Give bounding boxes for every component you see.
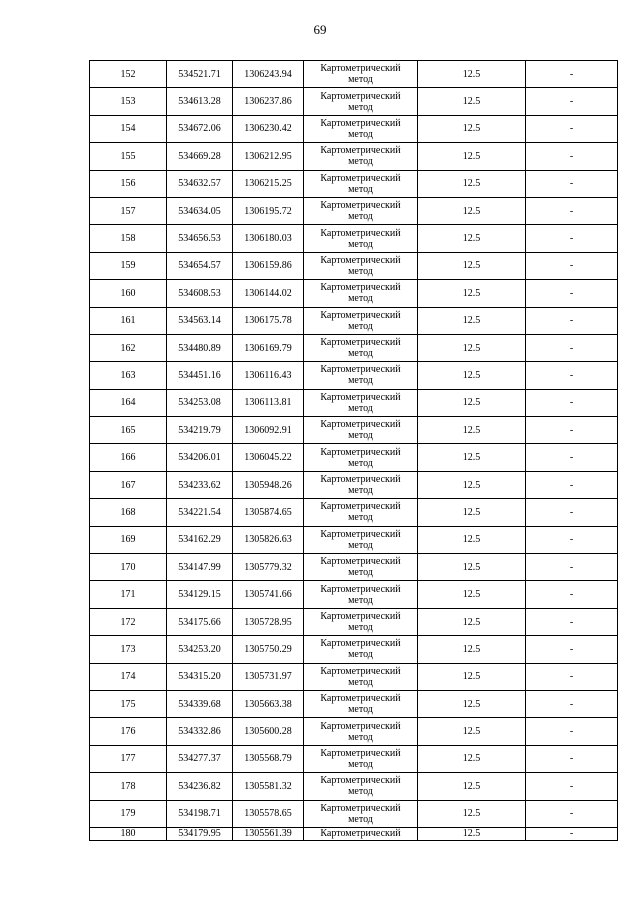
method-cell bbox=[304, 636, 418, 663]
method-cell bbox=[304, 608, 418, 635]
table-row bbox=[90, 499, 618, 526]
method-cell bbox=[304, 362, 418, 389]
precision-cell: 12.5 bbox=[418, 362, 526, 389]
method-cell bbox=[304, 471, 418, 498]
point-number-cell: 177 bbox=[90, 745, 167, 772]
method-text: Картометрический метод bbox=[320, 63, 401, 86]
y-coordinate-cell: 1305741.66 bbox=[233, 581, 304, 608]
precision-cell: 12.5 bbox=[418, 280, 526, 307]
description-cell: - bbox=[526, 417, 618, 444]
description-cell: - bbox=[526, 608, 618, 635]
precision-cell: 12.5 bbox=[418, 718, 526, 745]
y-coordinate-cell: 1305874.65 bbox=[233, 499, 304, 526]
method-text: Картометрический метод bbox=[320, 145, 401, 168]
x-coordinate-cell: 534654.57 bbox=[167, 252, 233, 279]
method-text: Картометрический метод bbox=[320, 747, 401, 770]
point-number-cell: 159 bbox=[90, 252, 167, 279]
method-cell bbox=[304, 389, 418, 416]
precision-cell: 12.5 bbox=[418, 334, 526, 361]
description-cell: - bbox=[526, 800, 618, 827]
x-coordinate-cell: 534608.53 bbox=[167, 280, 233, 307]
point-number-cell: 170 bbox=[90, 554, 167, 581]
method-text: Картометрический метод bbox=[320, 419, 401, 442]
point-number-cell: 173 bbox=[90, 636, 167, 663]
table-row bbox=[90, 745, 618, 772]
description-cell: - bbox=[526, 690, 618, 717]
method-text: Картометрический метод bbox=[320, 282, 401, 305]
x-coordinate-cell: 534634.05 bbox=[167, 197, 233, 224]
point-number-cell: 161 bbox=[90, 307, 167, 334]
method-text: Картометрический метод bbox=[320, 583, 401, 606]
table-row bbox=[90, 307, 618, 334]
method-text: Картометрический метод bbox=[320, 501, 401, 524]
x-coordinate-cell: 534219.79 bbox=[167, 417, 233, 444]
table-row bbox=[90, 389, 618, 416]
y-coordinate-cell: 1305826.63 bbox=[233, 526, 304, 553]
method-text: Картометрический метод bbox=[320, 364, 401, 387]
point-number-cell: 176 bbox=[90, 718, 167, 745]
method-cell bbox=[304, 718, 418, 745]
description-cell: - bbox=[526, 115, 618, 142]
description-cell: - bbox=[526, 444, 618, 471]
precision-cell: 12.5 bbox=[418, 444, 526, 471]
precision-cell: 12.5 bbox=[418, 690, 526, 717]
precision-cell: 12.5 bbox=[418, 499, 526, 526]
x-coordinate-cell: 534236.82 bbox=[167, 773, 233, 800]
precision-cell: 12.5 bbox=[418, 252, 526, 279]
method-cell bbox=[304, 499, 418, 526]
y-coordinate-cell: 1305948.26 bbox=[233, 471, 304, 498]
method-cell bbox=[304, 827, 418, 840]
method-cell bbox=[304, 773, 418, 800]
precision-cell: 12.5 bbox=[418, 389, 526, 416]
method-cell bbox=[304, 115, 418, 142]
table-row bbox=[90, 61, 618, 88]
description-cell: - bbox=[526, 225, 618, 252]
point-number-cell: 153 bbox=[90, 88, 167, 115]
x-coordinate-cell: 534480.89 bbox=[167, 334, 233, 361]
precision-cell: 12.5 bbox=[418, 526, 526, 553]
precision-cell: 12.5 bbox=[418, 773, 526, 800]
description-cell: - bbox=[526, 61, 618, 88]
precision-cell: 12.5 bbox=[418, 663, 526, 690]
description-cell: - bbox=[526, 745, 618, 772]
x-coordinate-cell: 534332.86 bbox=[167, 718, 233, 745]
description-cell: - bbox=[526, 362, 618, 389]
table-row bbox=[90, 718, 618, 745]
precision-cell: 12.5 bbox=[418, 61, 526, 88]
table-row bbox=[90, 581, 618, 608]
precision-cell: 12.5 bbox=[418, 745, 526, 772]
table-row bbox=[90, 690, 618, 717]
y-coordinate-cell: 1305728.95 bbox=[233, 608, 304, 635]
coordinates-table-body bbox=[90, 61, 618, 841]
y-coordinate-cell: 1306243.94 bbox=[233, 61, 304, 88]
description-cell: - bbox=[526, 143, 618, 170]
x-coordinate-cell: 534632.57 bbox=[167, 170, 233, 197]
method-text: Картометрический bbox=[320, 827, 401, 839]
method-cell bbox=[304, 663, 418, 690]
table-row bbox=[90, 115, 618, 142]
precision-cell: 12.5 bbox=[418, 636, 526, 663]
table-row bbox=[90, 663, 618, 690]
x-coordinate-cell: 534339.68 bbox=[167, 690, 233, 717]
point-number-cell: 156 bbox=[90, 170, 167, 197]
method-cell bbox=[304, 170, 418, 197]
method-text: Картометрический метод bbox=[320, 775, 401, 798]
y-coordinate-cell: 1306113.81 bbox=[233, 389, 304, 416]
x-coordinate-cell: 534563.14 bbox=[167, 307, 233, 334]
point-number-cell: 178 bbox=[90, 773, 167, 800]
y-coordinate-cell: 1306175.78 bbox=[233, 307, 304, 334]
description-cell: - bbox=[526, 170, 618, 197]
x-coordinate-cell: 534521.71 bbox=[167, 61, 233, 88]
method-text: Картометрический метод bbox=[320, 802, 401, 825]
y-coordinate-cell: 1306195.72 bbox=[233, 197, 304, 224]
point-number-cell: 180 bbox=[90, 827, 167, 840]
table-row bbox=[90, 362, 618, 389]
table-row bbox=[90, 636, 618, 663]
method-text: Картометрический метод bbox=[320, 227, 401, 250]
table-row bbox=[90, 225, 618, 252]
y-coordinate-cell: 1305561.39 bbox=[233, 827, 304, 840]
description-cell: - bbox=[526, 554, 618, 581]
point-number-cell: 165 bbox=[90, 417, 167, 444]
precision-cell: 12.5 bbox=[418, 143, 526, 170]
method-text: Картометрический метод bbox=[320, 693, 401, 716]
method-cell bbox=[304, 526, 418, 553]
coordinates-table bbox=[89, 60, 618, 841]
method-cell bbox=[304, 581, 418, 608]
x-coordinate-cell: 534198.71 bbox=[167, 800, 233, 827]
precision-cell: 12.5 bbox=[418, 471, 526, 498]
y-coordinate-cell: 1306045.22 bbox=[233, 444, 304, 471]
point-number-cell: 162 bbox=[90, 334, 167, 361]
precision-cell: 12.5 bbox=[418, 307, 526, 334]
point-number-cell: 154 bbox=[90, 115, 167, 142]
page-number: 69 bbox=[313, 22, 327, 37]
method-cell bbox=[304, 143, 418, 170]
table-row bbox=[90, 280, 618, 307]
x-coordinate-cell: 534669.28 bbox=[167, 143, 233, 170]
point-number-cell: 171 bbox=[90, 581, 167, 608]
precision-cell: 12.5 bbox=[418, 417, 526, 444]
table-row bbox=[90, 334, 618, 361]
y-coordinate-cell: 1305600.28 bbox=[233, 718, 304, 745]
y-coordinate-cell: 1306169.79 bbox=[233, 334, 304, 361]
description-cell: - bbox=[526, 471, 618, 498]
method-text: Картометрический метод bbox=[320, 474, 401, 497]
point-number-cell: 168 bbox=[90, 499, 167, 526]
table-row bbox=[90, 444, 618, 471]
x-coordinate-cell: 534613.28 bbox=[167, 88, 233, 115]
method-cell bbox=[304, 61, 418, 88]
method-cell bbox=[304, 197, 418, 224]
y-coordinate-cell: 1306215.25 bbox=[233, 170, 304, 197]
precision-cell: 12.5 bbox=[418, 197, 526, 224]
method-text: Картометрический метод bbox=[320, 117, 401, 140]
method-text: Картометрический метод bbox=[320, 254, 401, 277]
method-cell bbox=[304, 554, 418, 581]
point-number-cell: 172 bbox=[90, 608, 167, 635]
x-coordinate-cell: 534129.15 bbox=[167, 581, 233, 608]
precision-cell: 12.5 bbox=[418, 170, 526, 197]
precision-cell: 12.5 bbox=[418, 581, 526, 608]
point-number-cell: 157 bbox=[90, 197, 167, 224]
method-cell bbox=[304, 334, 418, 361]
method-text: Картометрический метод bbox=[320, 720, 401, 743]
y-coordinate-cell: 1306159.86 bbox=[233, 252, 304, 279]
y-coordinate-cell: 1305663.38 bbox=[233, 690, 304, 717]
x-coordinate-cell: 534179.95 bbox=[167, 827, 233, 840]
x-coordinate-cell: 534315.20 bbox=[167, 663, 233, 690]
x-coordinate-cell: 534656.53 bbox=[167, 225, 233, 252]
description-cell: - bbox=[526, 581, 618, 608]
x-coordinate-cell: 534221.54 bbox=[167, 499, 233, 526]
method-text: Картометрический метод bbox=[320, 309, 401, 332]
precision-cell: 12.5 bbox=[418, 554, 526, 581]
method-cell bbox=[304, 690, 418, 717]
method-text: Картометрический метод bbox=[320, 638, 401, 661]
method-cell bbox=[304, 417, 418, 444]
table-row bbox=[90, 170, 618, 197]
point-number-cell: 164 bbox=[90, 389, 167, 416]
point-number-cell: 155 bbox=[90, 143, 167, 170]
x-coordinate-cell: 534672.06 bbox=[167, 115, 233, 142]
description-cell: - bbox=[526, 636, 618, 663]
point-number-cell: 169 bbox=[90, 526, 167, 553]
precision-cell: 12.5 bbox=[418, 88, 526, 115]
point-number-cell: 179 bbox=[90, 800, 167, 827]
description-cell: - bbox=[526, 718, 618, 745]
y-coordinate-cell: 1305578.65 bbox=[233, 800, 304, 827]
table-row bbox=[90, 773, 618, 800]
description-cell: - bbox=[526, 827, 618, 840]
method-text: Картометрический метод bbox=[320, 665, 401, 688]
y-coordinate-cell: 1306116.43 bbox=[233, 362, 304, 389]
precision-cell: 12.5 bbox=[418, 115, 526, 142]
method-text: Картометрический метод bbox=[320, 556, 401, 579]
description-cell: - bbox=[526, 307, 618, 334]
method-cell bbox=[304, 280, 418, 307]
y-coordinate-cell: 1305731.97 bbox=[233, 663, 304, 690]
table-row bbox=[90, 197, 618, 224]
method-text: Картометрический метод bbox=[320, 90, 401, 113]
method-cell bbox=[304, 88, 418, 115]
description-cell: - bbox=[526, 663, 618, 690]
point-number-cell: 160 bbox=[90, 280, 167, 307]
table-row bbox=[90, 252, 618, 279]
method-cell bbox=[304, 225, 418, 252]
method-text: Картометрический метод bbox=[320, 446, 401, 469]
table-row bbox=[90, 88, 618, 115]
method-text: Картометрический метод bbox=[320, 528, 401, 551]
x-coordinate-cell: 534233.62 bbox=[167, 471, 233, 498]
x-coordinate-cell: 534253.20 bbox=[167, 636, 233, 663]
method-cell bbox=[304, 800, 418, 827]
table-row bbox=[90, 417, 618, 444]
x-coordinate-cell: 534162.29 bbox=[167, 526, 233, 553]
x-coordinate-cell: 534451.16 bbox=[167, 362, 233, 389]
description-cell: - bbox=[526, 197, 618, 224]
y-coordinate-cell: 1306180.03 bbox=[233, 225, 304, 252]
y-coordinate-cell: 1306144.02 bbox=[233, 280, 304, 307]
precision-cell: 12.5 bbox=[418, 225, 526, 252]
method-text: Картометрический метод bbox=[320, 391, 401, 414]
table-row bbox=[90, 143, 618, 170]
table-row bbox=[90, 800, 618, 827]
description-cell: - bbox=[526, 389, 618, 416]
point-number-cell: 166 bbox=[90, 444, 167, 471]
table-row bbox=[90, 827, 618, 840]
method-text: Картометрический метод bbox=[320, 611, 401, 633]
description-cell: - bbox=[526, 334, 618, 361]
x-coordinate-cell: 534253.08 bbox=[167, 389, 233, 416]
method-text: Картометрический метод bbox=[320, 337, 401, 360]
description-cell: - bbox=[526, 526, 618, 553]
table-row bbox=[90, 471, 618, 498]
x-coordinate-cell: 534147.99 bbox=[167, 554, 233, 581]
method-cell bbox=[304, 307, 418, 334]
y-coordinate-cell: 1305568.79 bbox=[233, 745, 304, 772]
y-coordinate-cell: 1306230.42 bbox=[233, 115, 304, 142]
table-row bbox=[90, 526, 618, 553]
description-cell: - bbox=[526, 773, 618, 800]
point-number-cell: 174 bbox=[90, 663, 167, 690]
description-cell: - bbox=[526, 252, 618, 279]
point-number-cell: 167 bbox=[90, 471, 167, 498]
x-coordinate-cell: 534175.66 bbox=[167, 608, 233, 635]
x-coordinate-cell: 534206.01 bbox=[167, 444, 233, 471]
table-row bbox=[90, 554, 618, 581]
point-number-cell: 152 bbox=[90, 61, 167, 88]
y-coordinate-cell: 1306212.95 bbox=[233, 143, 304, 170]
point-number-cell: 163 bbox=[90, 362, 167, 389]
point-number-cell: 175 bbox=[90, 690, 167, 717]
method-cell bbox=[304, 444, 418, 471]
method-text: Картометрический метод bbox=[320, 200, 401, 223]
precision-cell: 12.5 bbox=[418, 608, 526, 635]
description-cell: - bbox=[526, 499, 618, 526]
y-coordinate-cell: 1305581.32 bbox=[233, 773, 304, 800]
point-number-cell: 158 bbox=[90, 225, 167, 252]
x-coordinate-cell: 534277.37 bbox=[167, 745, 233, 772]
precision-cell: 12.5 bbox=[418, 800, 526, 827]
y-coordinate-cell: 1305779.32 bbox=[233, 554, 304, 581]
method-cell bbox=[304, 252, 418, 279]
method-cell bbox=[304, 745, 418, 772]
y-coordinate-cell: 1306237.86 bbox=[233, 88, 304, 115]
y-coordinate-cell: 1305750.29 bbox=[233, 636, 304, 663]
y-coordinate-cell: 1306092.91 bbox=[233, 417, 304, 444]
precision-cell: 12.5 bbox=[418, 827, 526, 840]
description-cell: - bbox=[526, 88, 618, 115]
table-row bbox=[90, 608, 618, 635]
method-text: Картометрический метод bbox=[320, 172, 401, 195]
description-cell: - bbox=[526, 280, 618, 307]
